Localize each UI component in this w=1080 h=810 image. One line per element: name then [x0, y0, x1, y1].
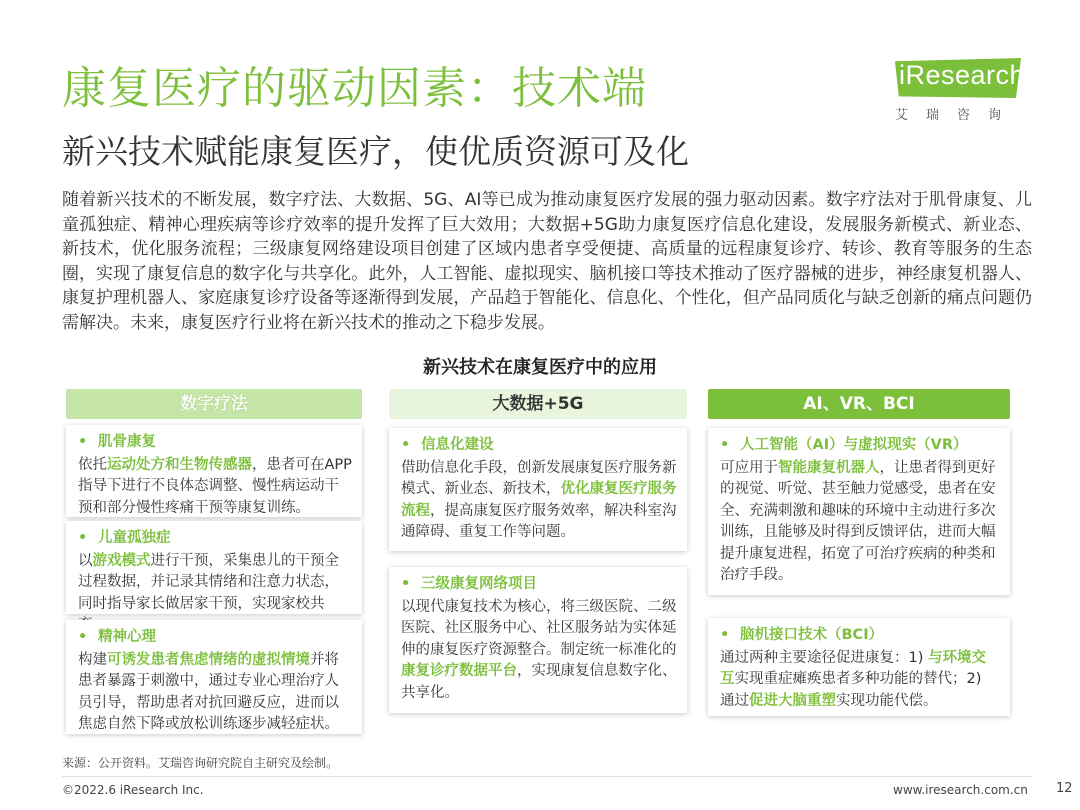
card-title: • 三级康复网络项目 — [401, 574, 677, 596]
bullet-icon: • — [720, 437, 730, 453]
bullet-icon: • — [78, 629, 88, 645]
card-bci — [708, 618, 1010, 716]
card-three-tier-network — [389, 567, 687, 713]
highlight-text: 与环境交互 — [720, 649, 986, 687]
card-body: 构建可诱发患者焦虑情绪的虚拟情境并将患者暴露于刺激中，通过专业心理治疗人员引导，帮助患者对抗回避反应，进而以焦虑自然下降或放松训练逐步减轻症状。 — [78, 651, 339, 732]
card-body: 可应用于智能康复机器人，让患者得到更好的视觉、听觉、甚至触力觉感受，患者在安全、充满刺激和趣味的环境中主动进行多次训练，且能够及时得到反馈评估，进而大幅提升康复进程，拓宽了可治疗疾病的种类和治疗手段。 — [720, 459, 996, 583]
section-title: 新兴技术在康复医疗中的应用 — [423, 357, 657, 378]
card-title: • 肌骨康复 — [78, 432, 352, 454]
highlight-text: 促进大脑重塑 — [749, 692, 836, 709]
card-title: • 信息化建设 — [401, 435, 677, 457]
card-body: 借助信息化手段，创新发展康复医疗服务新模式、新业态、新技术，优化康复医疗服务流程，提高康复医疗服务效率，解决科室沟通障碍、重复工作等问题。 — [401, 459, 677, 540]
website-link[interactable]: www.iresearch.com.cn — [893, 783, 1028, 797]
logo-subtitle: 艾瑞咨询 — [895, 108, 1020, 123]
footer-divider — [62, 776, 1032, 777]
bullet-icon: • — [401, 437, 411, 453]
card-ai-vr — [708, 428, 1010, 595]
card-title: • 人工智能（AI）与虚拟现实（VR） — [720, 435, 1000, 457]
card-autism — [66, 521, 362, 614]
page-number: 12 — [1056, 781, 1073, 796]
card-body: 通过两种主要途径促进康复：1) 与环境交互实现重症瘫痪患者多种功能的替代；2) 通过促进大脑重塑实现功能代偿。 — [720, 649, 986, 709]
bullet-icon: • — [720, 627, 730, 643]
card-mental-health — [66, 620, 362, 734]
card-body: 以游戏模式进行干预，采集患儿的干预全过程数据，并记录其情绪和注意力状态，同时指导家长做居家干预，实现家校共 — [78, 552, 339, 612]
card-body: 依托运动处方和生物传感器，患者可在APP指导下进行不良体态调整、慢性病运动干预和部分慢性疼痛干预等康复训练。 — [78, 456, 352, 516]
bullet-icon: • — [78, 530, 88, 546]
copyright: ©2022.6 iResearch Inc. — [62, 783, 204, 797]
highlight-text: 游戏模式 — [92, 552, 151, 569]
column-header-bigdata-5g: 大数据+5G — [389, 389, 687, 419]
highlight-text: 运动处方和生物传感器 — [107, 456, 252, 473]
logo-brand: iResearch — [899, 60, 1026, 90]
bullet-icon: • — [401, 576, 411, 592]
intro-paragraph: 随着新兴技术的不断发展，数字疗法、大数据、5G、AI等已成为推动康复医疗发展的强力驱动因素。数字疗法对于肌骨康复、儿童孤独症、精神心理疾病等诊疗效率的提升发挥了巨大效用；大数据+5G助力康复医疗信息化建设，发展服务新模式、新业态、新技术，优化服务流程；三级康复网络建设项目创建了区域内患者享受便捷、高质量的远程康复诊疗、转诊、教育等服务的生态圈，实现了康复信息的数字化与共享化。此外，人工智能、虚拟现实、脑机接口等技术推动了医疗器械的进步，神经康复机器人、康复护理机器人、家庭康复诊疗设备等逐渐得到发展，产品趋于智能化、信息化、个性化，但产品同质化与缺乏创新的痛点问题仍需解决。未来，康复医疗行业将在新兴技术的推动之下稳步发展。 — [62, 190, 1032, 333]
highlight-text: 智能康复机器人 — [778, 459, 880, 476]
card-informatization — [389, 428, 687, 551]
source-note: 来源：公开资料。艾瑞咨询研究院自主研究及绘制。 — [62, 756, 339, 770]
highlight-text: 优化康复医疗服务流程 — [401, 481, 677, 519]
card-title: • 脑机接口技术（BCI） — [720, 625, 1000, 647]
highlight-text: 可诱发患者焦虑情绪的虚拟情境 — [107, 651, 310, 668]
column-header-ai-vr-bci: AI、VR、BCI — [708, 389, 1010, 419]
column-header-digital-therapy: 数字疗法 — [66, 389, 362, 419]
highlight-text: 康复诊疗数据平台 — [401, 663, 517, 679]
card-title: • 儿童孤独症 — [78, 528, 352, 550]
card-musculoskeletal — [66, 425, 362, 517]
card-title: • 精神心理 — [78, 627, 352, 649]
page-subtitle: 新兴技术赋能康复医疗，使优质资源可及化 — [62, 132, 689, 171]
bullet-icon: • — [78, 434, 88, 450]
iresearch-logo — [895, 58, 1025, 124]
card-body: 以现代康复技术为核心，将三级医院、二级医院、社区服务中心、社区服务站为实体延伸的康复医疗资源整合。制定统一标准化的康复诊疗数据平台，实现康复信息数字化、共享化。 — [401, 598, 677, 701]
page-title: 康复医疗的驱动因素：技术端 — [62, 63, 647, 114]
